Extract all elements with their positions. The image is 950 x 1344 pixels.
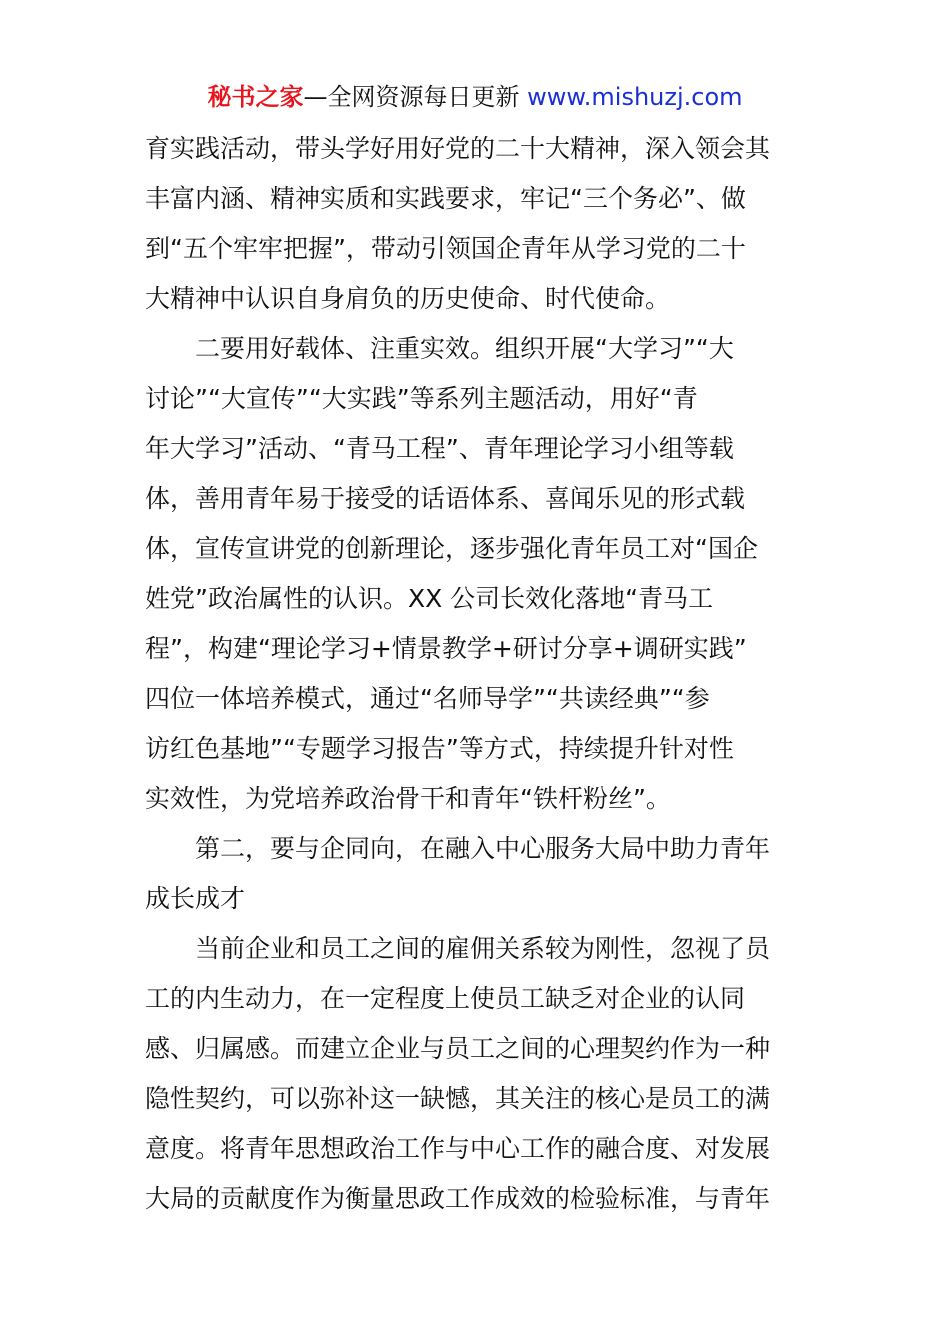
- section-heading-line: 第二，要与企同向，在融入中心服务大局中助力青年: [145, 834, 771, 863]
- text-line: 大精神中认识自身肩负的历史使命、时代使命。: [145, 284, 671, 313]
- text-line: 体，善用青年易于接受的话语体系、喜闻乐见的形式载: [145, 484, 746, 513]
- text-line: 二要用好载体、注重实效。组织开展“大学习”“大: [145, 334, 734, 363]
- site-brand: 秘书之家: [207, 83, 304, 111]
- text-line: 程”，构建“理论学习+情景教学+研讨分享+调研实践”: [145, 634, 747, 663]
- site-header: [0, 80, 950, 114]
- text-line: 当前企业和员工之间的雇佣关系较为刚性，忽视了员: [145, 934, 771, 963]
- text-line: 姓党”政治属性的认识。XX 公司长效化落地“青马工: [145, 584, 714, 613]
- text-line: 育实践活动，带头学好用好党的二十大精神，深入领会其: [145, 134, 771, 163]
- text-line: 年大学习”活动、“青马工程”、青年理论学习小组等载: [145, 434, 734, 463]
- site-tagline: —全网资源每日更新: [303, 83, 528, 111]
- text-line: 隐性契约，可以弥补这一缺憾，其关注的核心是员工的满: [145, 1084, 771, 1113]
- text-line: 访红色基地”“专题学习报告”等方式，持续提升针对性: [145, 734, 734, 763]
- text-line: 体，宣传宣讲党的创新理论，逐步强化青年员工对“国企: [145, 534, 758, 563]
- text-line: 意度。将青年思想政治工作与中心工作的融合度、对发展: [145, 1134, 771, 1163]
- text-line: 四位一体培养模式，通过“名师导学”“共读经典”“参: [145, 684, 710, 713]
- text-line: 实效性，为党培养政治骨干和青年“铁杆粉丝”。: [145, 784, 671, 813]
- text-line: 工的内生动力，在一定程度上使员工缺乏对企业的认同: [145, 984, 746, 1013]
- document-body: [145, 124, 810, 1224]
- text-line: 到“五个牢牢把握”，带动引领国企青年从学习党的二十: [145, 234, 746, 263]
- text-line: 讨论”“大宣传”“大实践”等系列主题活动，用好“青: [145, 384, 698, 413]
- text-line: 大局的贡献度作为衡量思政工作成效的检验标准，与青年: [145, 1184, 771, 1213]
- site-url-link[interactable]: www.mishuzj.com: [527, 83, 743, 111]
- section-heading-line: 成长成才: [145, 884, 246, 913]
- text-line: 丰富内涵、精神实质和实践要求，牢记“三个务必”、做: [145, 184, 746, 213]
- text-line: 感、归属感。而建立企业与员工之间的心理契约作为一种: [145, 1034, 771, 1063]
